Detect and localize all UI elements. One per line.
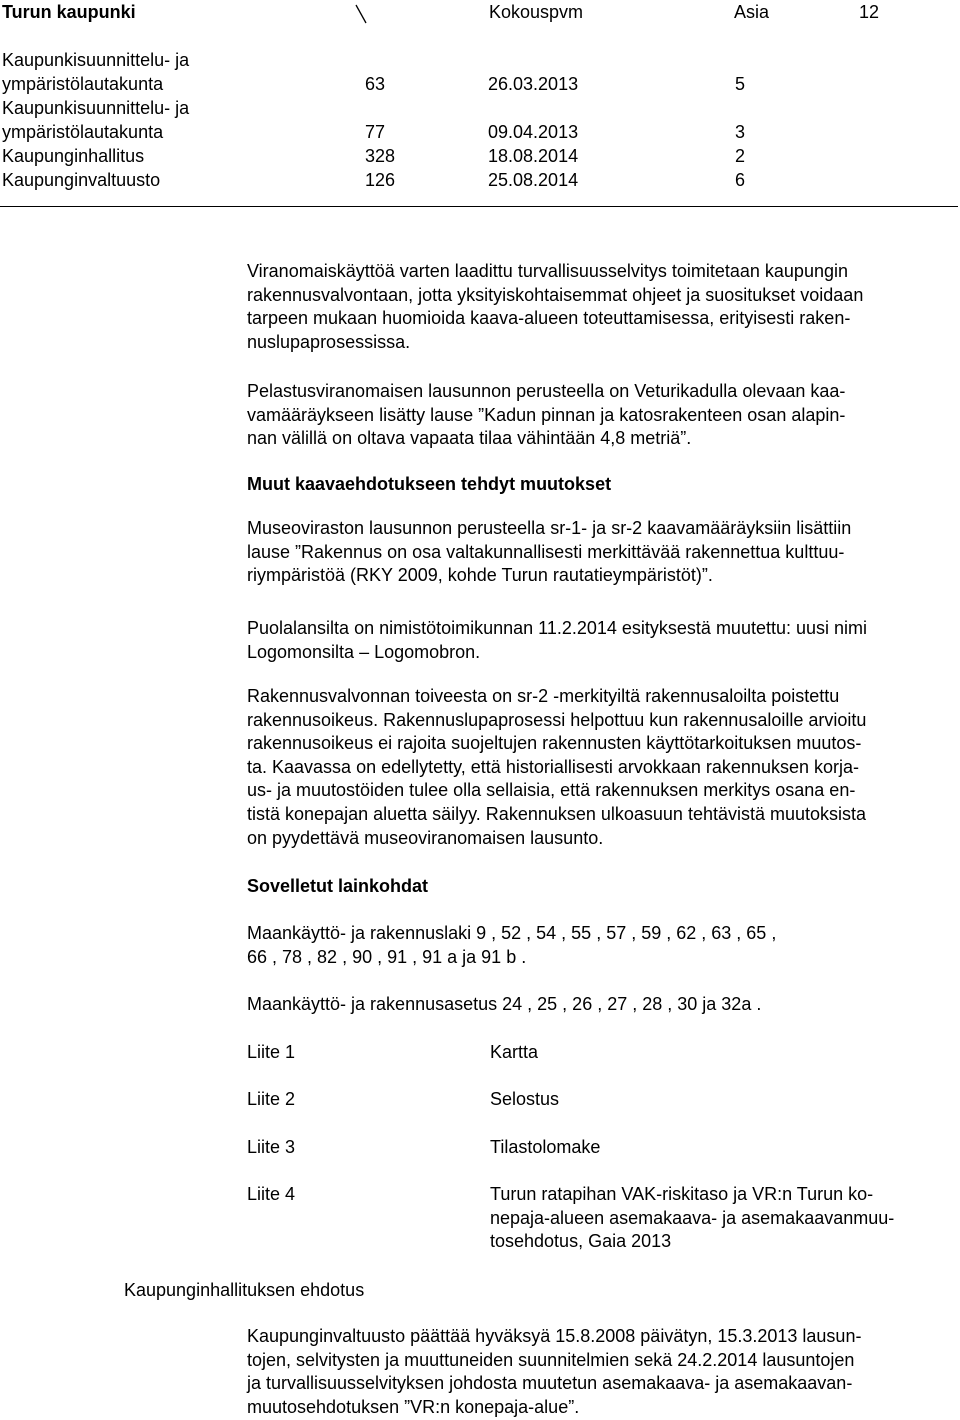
text-line: Viranomaiskäyttöä varten laadittu turvallisuusselvitys toimitetaan kaupungin — [247, 261, 848, 281]
body-name: Kaupunkisuunnittelu- ja — [2, 50, 190, 70]
text-line: Pelastusviranomaisen lausunnon perusteella on Veturikadulla olevaan kaa- — [247, 381, 846, 401]
text-line: Kartta — [490, 1042, 539, 1062]
text-line: nepaja-alueen asemakaava- ja asemakaavanmuu- — [490, 1207, 895, 1228]
text-line: on pyydettävä museoviranomaisen lausunto. — [247, 827, 604, 848]
text-line: Tilastolomake — [490, 1137, 601, 1157]
body-name: ympäristölautakunta — [2, 74, 164, 94]
paragraph-safety-report — [247, 260, 957, 354]
meeting-history-table — [2, 48, 952, 192]
text-line: vamääräykseen lisätty lause ”Kadun pinnan ja katosrakenteen osan alapin- — [247, 404, 846, 425]
text-line: Selostus — [490, 1089, 560, 1109]
text-line: ja turvallisuusselvityksen johdosta muutetun asemakaava- ja asemakaavan- — [247, 1373, 853, 1394]
section-number: 328 — [365, 146, 396, 166]
text-line: rakennusoikeus ei rajoita suojeltujen rakennusten käyttötarkoituksen muutos- — [247, 733, 862, 754]
text-line: ta. Kaavassa on edellytetty, että historiallisesti arvokkaan rakennuksen korja- — [247, 756, 859, 777]
page-header — [0, 0, 960, 24]
attachment-title — [490, 1041, 957, 1065]
attachment-label: Liite 2 — [247, 1089, 296, 1109]
attachment-title — [490, 1088, 957, 1112]
meeting-date: 18.08.2014 — [488, 146, 579, 166]
attachment-label: Liite 4 — [247, 1184, 296, 1204]
meeting-date-column-header: Kokouspvm — [489, 2, 584, 22]
section-heading-applied-provisions: Sovelletut lainkohdat — [247, 876, 429, 896]
table-row — [2, 120, 952, 144]
text-line: Rakennusvalvonnan toiveesta on sr-2 -merkityiltä rakennusaloilta poistettu — [247, 686, 840, 706]
item-number: 3 — [735, 122, 746, 142]
table-row — [2, 72, 952, 96]
text-line: Logomonsilta – Logomobron. — [247, 641, 481, 662]
text-line: Museoviraston lausunnon perusteella sr-1- ja sr-2 kaavamääräyksiin lisättiin — [247, 518, 852, 538]
paragraph-museum-agency — [247, 517, 957, 588]
item-number: 5 — [735, 74, 746, 94]
section-number: 63 — [365, 74, 386, 94]
attachment-label: Liite 3 — [247, 1137, 296, 1157]
body-name: Kaupunginvaltuusto — [2, 170, 161, 190]
table-row — [2, 48, 952, 72]
paragraph-land-use-act — [247, 922, 957, 969]
table-row — [2, 168, 952, 192]
text-line: Turun ratapihan VAK-riskitaso ja VR:n Turun ko- — [490, 1184, 874, 1204]
table-row — [2, 96, 952, 120]
header-divider — [0, 206, 958, 207]
body-name: Kaupunkisuunnittelu- ja — [2, 98, 190, 118]
text-line: tarpeen mukaan huomioida kaava-alueen toteuttamisessa, erityisesti raken- — [247, 308, 851, 329]
text-line: tojen, selvitysten ja muuttuneiden suunnitelmien sekä 24.2.2014 lausuntojen — [247, 1349, 855, 1370]
section-sign-icon — [354, 4, 368, 30]
attachment-title — [490, 1136, 957, 1160]
section-number: 126 — [365, 170, 396, 190]
meeting-date: 25.08.2014 — [488, 170, 579, 190]
page-number: 12 — [859, 2, 880, 22]
text-line: nan välillä on oltava vapaata tilaa vähintään 4,8 metriä”. — [247, 428, 692, 449]
text-line: rakennusvalvontaan, jotta yksityiskohtaisemmat ohjeet ja suositukset voidaan — [247, 284, 864, 305]
proposal-side-label: Kaupunginhallituksen ehdotus — [124, 1280, 365, 1300]
attachment-label: Liite 1 — [247, 1042, 296, 1062]
paragraph-building-control — [247, 685, 957, 850]
item-number: 2 — [735, 146, 746, 166]
meeting-date: 09.04.2013 — [488, 122, 579, 142]
paragraph-bridge-name — [247, 617, 957, 664]
body-name: ympäristölautakunta — [2, 122, 164, 142]
organization-name: Turun kaupunki — [2, 2, 136, 22]
text-line: us- ja muutostöiden tulee olla sellaisia, että rakennuksen merkitys osana en- — [247, 780, 856, 801]
text-line: riympäristöä (RKY 2009, kohde Turun rautatieympäristöt)”. — [247, 565, 713, 586]
text-line: Puolalansilta on nimistötoimikunnan 11.2.2014 esityksestä muutettu: uusi nimi — [247, 618, 868, 638]
text-line: nuslupaprosessissa. — [247, 331, 411, 352]
text-line: Maankäyttö- ja rakennusasetus 24 , 25 , 26 , 27 , 28 , 30 ja 32a . — [247, 994, 762, 1014]
text-line: Kaupunginvaltuusto päättää hyväksyä 15.8.2008 päivätyn, 15.3.2013 lausun- — [247, 1326, 862, 1346]
item-number: 6 — [735, 170, 746, 190]
section-heading-other-changes: Muut kaavaehdotukseen tehdyt muutokset — [247, 474, 612, 494]
text-line: 66 , 78 , 82 , 90 , 91 , 91 a ja 91 b . — [247, 946, 527, 967]
body-name: Kaupunginhallitus — [2, 146, 145, 166]
proposal-text — [247, 1325, 957, 1419]
section-number: 77 — [365, 122, 386, 142]
attachment-title — [490, 1183, 957, 1254]
text-line: Maankäyttö- ja rakennuslaki 9 , 52 , 54 , 55 , 57 , 59 , 62 , 63 , 65 , — [247, 923, 777, 943]
text-line: lause ”Rakennus on osa valtakunnallisesti merkittävää rakennettua kulttuu- — [247, 541, 845, 562]
paragraph-land-use-decree — [247, 993, 957, 1017]
paragraph-rescue-authority — [247, 380, 957, 451]
text-line: rakennusoikeus. Rakennuslupaprosessi helpottuu kun rakennusaloille arvioitu — [247, 709, 867, 730]
table-row — [2, 144, 952, 168]
meeting-date: 26.03.2013 — [488, 74, 579, 94]
text-line: muutosehdotuksen ”VR:n konepaja-alue”. — [247, 1396, 580, 1417]
text-line: tistä konepajan aluetta säilyy. Rakennuksen ulkoasuun tehtävistä muutoksista — [247, 803, 867, 824]
item-column-header: Asia — [734, 2, 770, 22]
text-line: tosehdotus, Gaia 2013 — [490, 1231, 672, 1252]
